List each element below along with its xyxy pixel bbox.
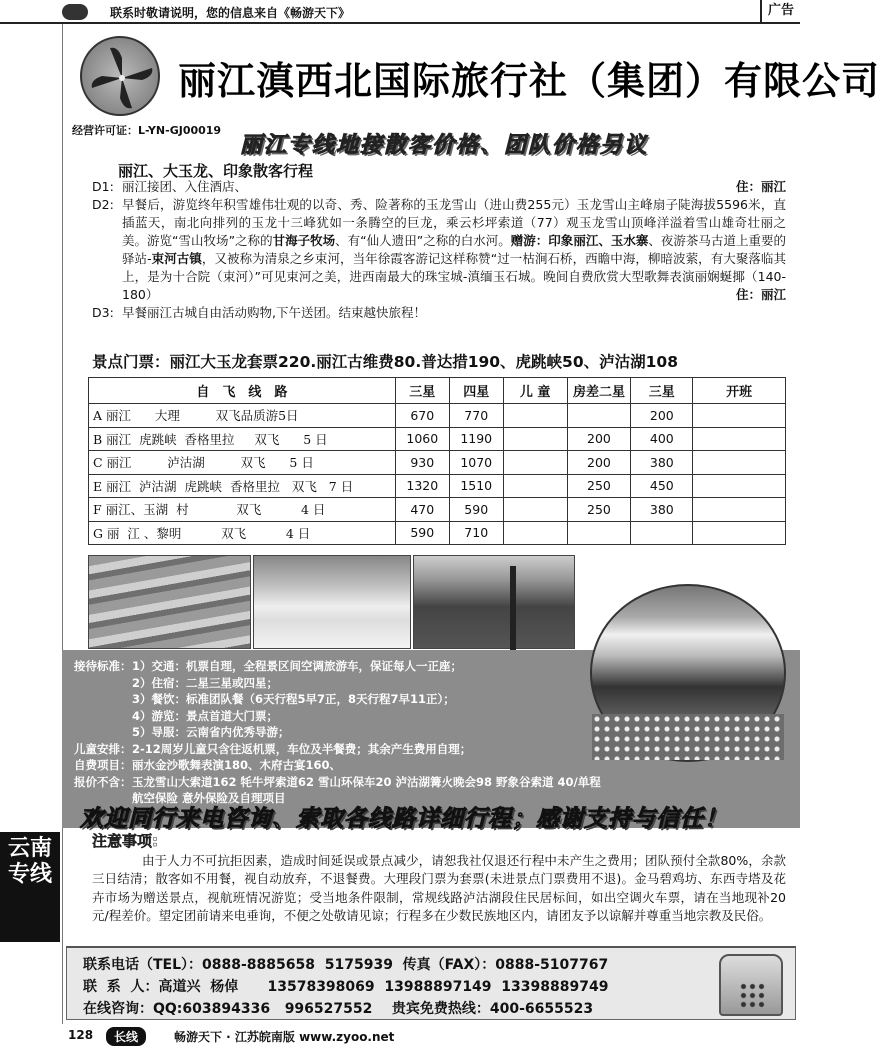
contact-person: 联 系 人：高道兴 杨倬 13578398069 13988897149 13398889749 xyxy=(83,979,609,995)
table-header-row xyxy=(89,378,786,404)
table-row: A 丽江 大理 双飞品质游5日 670 770 200 xyxy=(89,404,786,428)
contact-phone: 联系电话（TEL）：0888-8885658 5175939 传真（FAX）：0888-5107767 xyxy=(83,957,609,973)
side-tab: 云南 专线 xyxy=(0,832,60,942)
column-header: 三星 xyxy=(631,378,693,404)
table-row: C 丽江 泸沽湖 双飞 5 日 930 1070 200 380 xyxy=(89,451,786,475)
table-row: G 丽 江 、黎明 双飞 4 日 590 710 xyxy=(89,521,786,545)
column-header: 四星 xyxy=(449,378,503,404)
welcome-banner: 欢迎同行来电咨询、索取各线路详细行程；感谢支持与信任！ xyxy=(80,806,728,832)
license-number: 经营许可证：L-YN-GJ00019 xyxy=(72,124,222,137)
terrace-photo xyxy=(88,555,251,649)
table-row: F 丽江、玉湖 村 双飞 4 日 470 590 250 380 xyxy=(89,498,786,522)
itinerary-title: 丽江、大玉龙、印象散客行程 xyxy=(118,162,314,180)
column-header: 房差二星 xyxy=(567,378,631,404)
magazine-logo-icon xyxy=(62,4,88,20)
source-note: 联系时敬请说明，您的信息来自《畅游天下》 xyxy=(110,6,351,20)
itinerary-day-3: D3: 早餐丽江古城自由活动购物,下午送团。结束越快旅程！ xyxy=(92,305,426,320)
publication-info: 畅游天下 · 江苏皖南版 www.zyoo.net xyxy=(174,1030,395,1044)
attention-title: 注意事项: xyxy=(92,832,158,850)
company-logo-icon xyxy=(80,36,160,116)
footer xyxy=(62,1026,800,1046)
stay-label: 住：丽江 xyxy=(735,287,786,302)
top-bar xyxy=(0,0,800,24)
page-number: 128 xyxy=(68,1028,94,1042)
itinerary xyxy=(92,178,786,322)
cable-car-photo xyxy=(413,555,575,649)
snow-mountain-photo xyxy=(253,555,411,649)
section-tag: 长线 xyxy=(106,1027,146,1046)
contact-online: 在线咨询：QQ:603894336 996527552 贵宾免费热线：400-6655523 xyxy=(83,1001,594,1017)
column-header: 三星 xyxy=(395,378,449,404)
column-header: 自 飞 线 路 xyxy=(89,378,396,404)
stay-label: 住：丽江 xyxy=(735,179,786,194)
column-header: 儿 童 xyxy=(503,378,567,404)
contact-box xyxy=(66,946,796,1020)
ticket-prices: 景点门票：丽江大玉龙套票220.丽江古维费80.普达措190、虎跳峡50、泸沽湖108 xyxy=(92,353,678,371)
itinerary-day-1: D1: 丽江接团、入住酒店、 住：丽江 xyxy=(92,179,786,194)
slogan: 丽江专线地接散客价格、团队价格另议 xyxy=(240,133,649,158)
telephone-icon xyxy=(719,954,783,1016)
table-row: B 丽江 虎跳峡 香格里拉 双飞 5 日 1060 1190 200 400 xyxy=(89,427,786,451)
price-table xyxy=(88,377,786,545)
ad-label: 广告 xyxy=(760,0,800,22)
company-name: 丽江滇西北国际旅行社（集团）有限公司 xyxy=(178,59,880,103)
column-header: 开班 xyxy=(693,378,786,404)
service-standards: 接待标准： 1）交通：机票自理，全程景区间空调旅游车，保证每人一正座； 2）住宿：二星三星或四星； 3）餐饮：标准团队餐（6天行程5早7正，8天行程7早11正）； 4）游览：景点首道大门票； 5）导服：云南省内优秀导游； 儿童安排： 2-12周岁儿童只含往返机票，车位及半餐费；其余产生费用自理； 自费项目： 丽水金沙歌舞表演180、木府古宴160、 报价不含： 玉龙雪山大索道162 牦牛坪索道62 雪山环保车20 泸沽湖篝火晚会98 野象谷索道 40/单程 航空保险 意外保险及自理项目 xyxy=(74,659,601,805)
itinerary-day-2: D2: 早餐后，游览终年积雪雄伟壮观的以奇、秀、险著称的玉龙雪山（进山费255元）玉龙雪山主峰扇子陡海拔5596米，直插蓝天，南北向排列的玉龙十三峰犹如一条腾空的巨龙，乘云杉坪索道（77）观玉龙雪山顶峰洋溢着雪山雄奇壮丽之美。游览“雪山牧场”之称的甘海子牧场、有“仙人遗田”之称的白水河。赠游：印象丽江、玉水寨、夜游茶马古道上重要的驿站-束河古镇，又被称为清泉之乡束河，当年徐霞客游记这样称赞“过一枯涧石桥，西瞻中海，柳暗波萦，有大聚落临其上，是为十合院（束河）”可见束河之美，进西南最大的珠宝城-滇缅玉石城。晚间自费欣赏大型歌舞表演丽娴蜒揶（140-180） 住：丽江 xyxy=(92,197,786,302)
attention-text: 由于人力不可抗拒因素，造成时间延误或景点减少，请恕我社仅退还行程中未产生之费用；团队预付全款80%，余款三日结清；散客如不用餐，视自动放弃，不退餐费。大理段门票为套票(未进景点门票费用不退)。金马碧鸡坊、东西寺塔及花卉市场为赠送景点，视航班情况游览；受当地条件限制，常规线路泸沽湖段住民居标间，如出空调火车票，请在当地现补20元/程差价。望定团前请来电垂询，不便之处敬请见谅；行程多在少数民族地区内，请团友予以谅解并尊重当地宗教及民俗。 xyxy=(92,853,786,924)
table-row: E 丽江 泸沽湖 虎跳峡 香格里拉 双飞 7 日 1320 1510 250 450 xyxy=(89,474,786,498)
